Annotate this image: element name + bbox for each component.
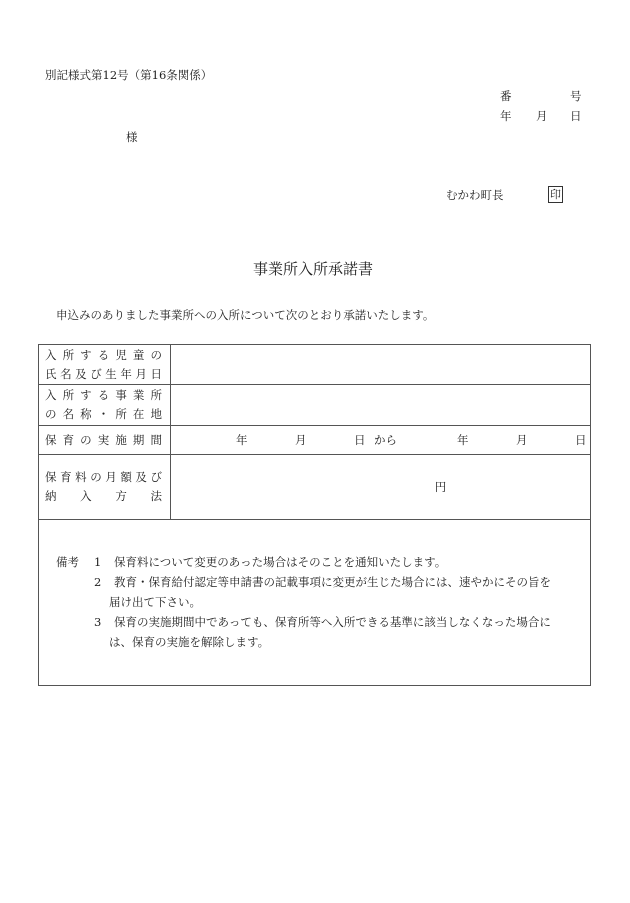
label-char: 保 [45, 432, 57, 447]
note-line: 保育料について変更のあった場合はそのことを通知いたします。 [114, 555, 447, 569]
label-char: 及 [75, 366, 87, 381]
label-char: 所 [62, 347, 75, 362]
care-period-field [171, 426, 591, 455]
label-char: 地 [150, 407, 162, 421]
label-char: 月 [105, 470, 117, 484]
label-char: す [80, 347, 92, 362]
addressee-suffix: 様 [126, 130, 138, 144]
form-number: 別記様式第12号（第16条関係） [45, 68, 213, 82]
label-char: 氏 [45, 366, 57, 381]
label-char: び [150, 470, 162, 484]
label-char: ・ [97, 407, 110, 421]
period-end-year: 年 [457, 433, 469, 447]
label-char: 在 [132, 407, 145, 421]
label-char: 納 [45, 489, 57, 503]
label-char: の [45, 407, 57, 421]
label-char: 名 [60, 366, 72, 381]
label-char: 事 [115, 388, 127, 402]
facility-info-label-line1 [39, 386, 170, 405]
facility-info-label-line2 [39, 405, 170, 424]
child-info-label-line2 [39, 365, 170, 384]
note-line: 保育の実施期間中であっても、保育所等へ入所できる基準に該当しなくなった場合に [114, 615, 551, 629]
fee-unit: 円 [434, 480, 447, 494]
period-end-month: 月 [516, 433, 528, 447]
date-year: 年 [500, 109, 512, 123]
facility-info-label [39, 385, 171, 426]
label-char: 童 [132, 347, 145, 362]
label-char: 入 [80, 489, 92, 503]
notes-row [39, 520, 591, 686]
label-char: 育 [62, 432, 75, 447]
label-char: び [90, 366, 102, 381]
note-line: 教育・保育給付認定等申請書の記載事項に変更が生じた場合には、速やかにその旨を [114, 575, 551, 589]
care-period-row [39, 426, 591, 455]
label-char: の [90, 470, 102, 484]
label-char: 所 [115, 407, 127, 421]
label-char: 月 [135, 366, 147, 381]
label-char: 入 [45, 388, 57, 402]
label-char: 年 [120, 366, 132, 381]
label-char: 生 [105, 366, 117, 381]
note-line: 届け出て下さい。 [109, 595, 201, 609]
fee-field [171, 455, 591, 520]
note-line: は、保育の実施を解除します。 [109, 635, 270, 649]
label-char: 額 [120, 470, 132, 484]
child-info-row [39, 345, 591, 385]
label-char: 名 [62, 407, 75, 421]
notes-heading: 備考 [56, 555, 79, 569]
label-char: 育 [60, 470, 72, 484]
child-info-label-line1 [39, 346, 170, 365]
number-label-ban: 番 [500, 89, 512, 103]
fee-row [39, 455, 591, 520]
label-char: 間 [150, 432, 162, 447]
issuer: むかわ町長 [446, 188, 504, 202]
period-start-month: 月 [295, 433, 307, 447]
fee-label-line1 [39, 468, 170, 487]
label-char: 実 [97, 432, 110, 447]
label-char: 所 [62, 388, 75, 402]
seal-mark: 印 [550, 188, 561, 201]
label-char: る [97, 388, 110, 402]
label-char: 業 [132, 388, 145, 402]
period-end-day: 日 [575, 433, 587, 447]
period-start-year: 年 [236, 433, 248, 447]
label-char: 期 [132, 432, 145, 447]
label-char: 保 [45, 470, 57, 484]
period-from: から [374, 433, 397, 447]
label-char: の [80, 432, 92, 447]
label-char: 方 [115, 489, 127, 503]
label-char: 料 [75, 470, 87, 484]
label-char: 所 [150, 388, 162, 402]
label-char: 入 [45, 347, 57, 362]
label-char: す [80, 388, 92, 402]
label-char: 法 [150, 489, 162, 503]
notes-cell [39, 520, 591, 686]
label-char: 称 [80, 407, 92, 421]
child-info-field [171, 345, 591, 385]
date-month: 月 [536, 109, 548, 123]
number-label-go: 号 [570, 89, 582, 103]
label-char: 及 [135, 470, 147, 484]
document-title: 事業所入所承諾書 [253, 260, 374, 278]
date-day: 日 [570, 109, 582, 123]
label-char: る [97, 347, 110, 362]
label-char: 施 [115, 432, 127, 447]
care-period-label-line [39, 431, 170, 450]
note-number: 2 [94, 575, 102, 589]
fee-label-line2 [39, 487, 170, 506]
child-info-label [39, 345, 171, 385]
label-char: 児 [115, 347, 127, 362]
period-start-day: 日 [354, 433, 366, 447]
note-number: 1 [94, 555, 102, 569]
label-char: の [150, 347, 162, 362]
facility-info-row [39, 385, 591, 426]
label-char: 日 [150, 366, 162, 381]
note-number: 3 [94, 615, 102, 629]
fee-label [39, 455, 171, 520]
facility-info-field [171, 385, 591, 426]
intro-text: 申込みのありました事業所への入所について次のとおり承諾いたします。 [56, 308, 435, 322]
care-period-label [39, 426, 171, 455]
approval-table [38, 344, 591, 686]
notes-block [39, 520, 590, 685]
